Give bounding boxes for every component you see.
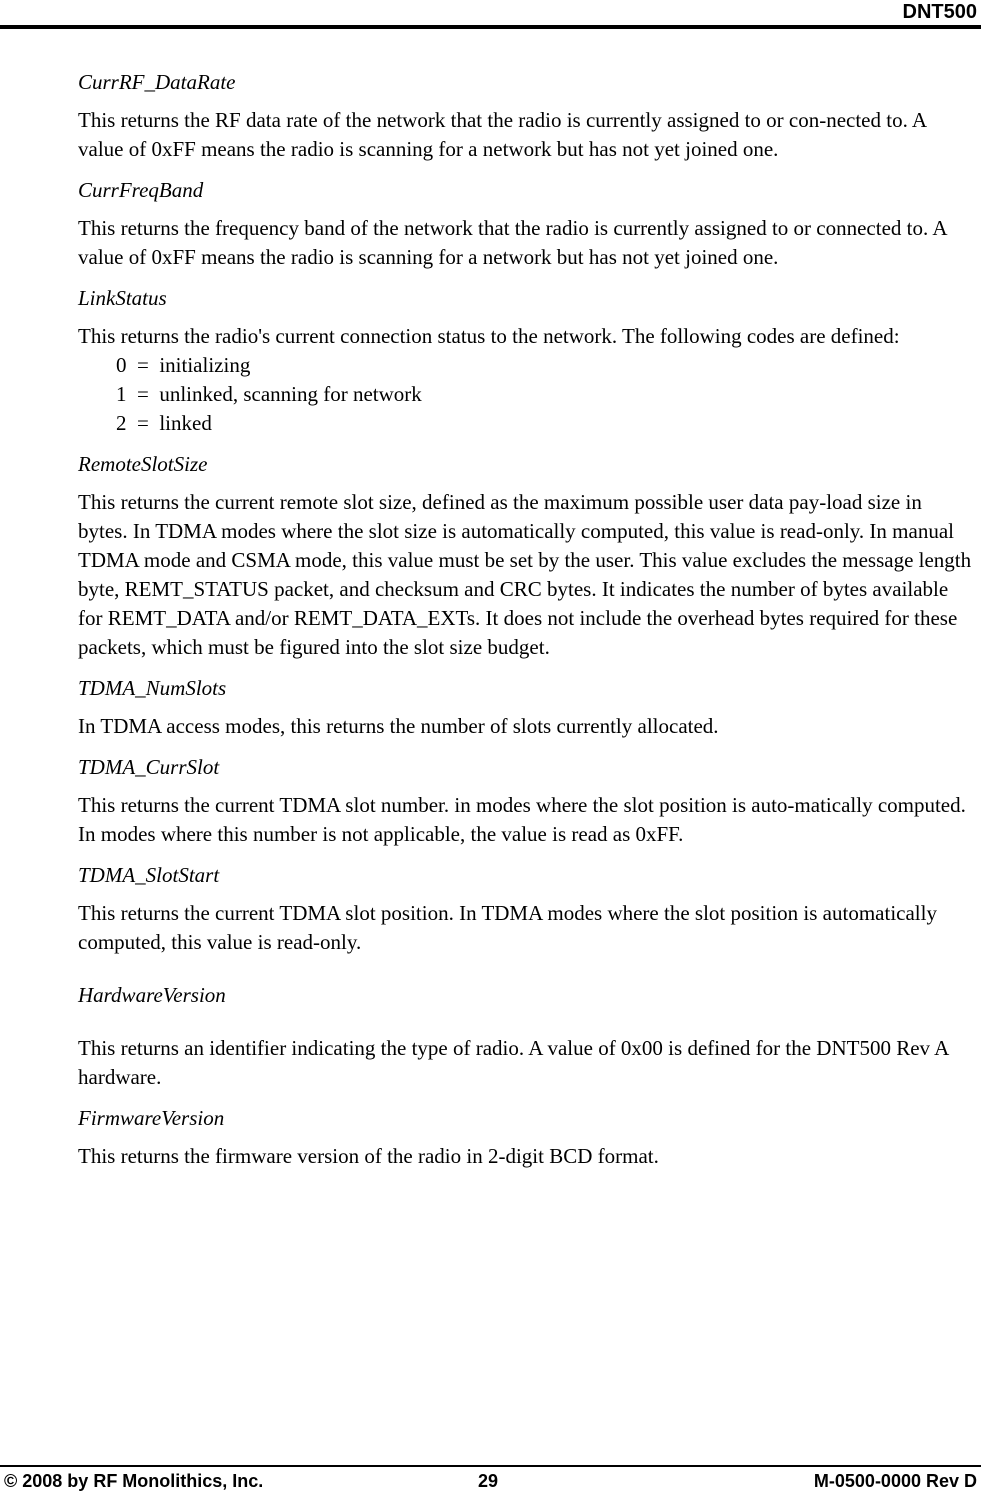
footer-doc-id: M-0500-0000 Rev D [813, 1471, 977, 1491]
term-curr-freq-band: CurrFreqBand [78, 178, 204, 202]
term-link-status: LinkStatus [78, 286, 167, 310]
code-item: 1 = unlinked, scanning for network [116, 382, 422, 406]
desc-tdma-curr-slot: This returns the current TDMA slot number. in modes where the slot position is auto-matically computed. In modes where this number is not applicable, the value is read as 0xFF. [78, 793, 966, 846]
link-status-codes [78, 351, 973, 438]
code-item: 0 = initializing [116, 353, 251, 377]
header-rule [0, 25, 981, 29]
footer-copyright: © 2008 by RF Monolithics, Inc. [4, 1471, 264, 1491]
desc-tdma-slot-start: This returns the current TDMA slot position. In TDMA modes where the slot position is automatically computed, this value is read-only. [78, 901, 937, 954]
desc-link-status: This returns the radio's current connection status to the network. The following codes are defined: [78, 324, 900, 348]
code-item: 2 = linked [116, 411, 212, 435]
term-tdma-slot-start: TDMA_SlotStart [78, 863, 220, 887]
desc-remote-slot-size: This returns the current remote slot size, defined as the maximum possible user data pay-load size in bytes. In TDMA modes where the slot size is automatically computed, this value is read-only. In manual TDMA mode and CSMA mode, this value must be set by the user. This value excludes the message length byte, REMT_STATUS packet, and checksum and CRC bytes. It indicates the number of bytes available for REMT_DATA and/or REMT_DATA_EXTs. It does not include the overhead bytes required for these packets, which must be figured into the slot size budget. [78, 490, 972, 659]
desc-curr-rf-datarate: This returns the RF data rate of the network that the radio is currently assigned to or con-nected to. A value of 0xFF means the radio is scanning for a network but has not yet joined one. [78, 108, 926, 161]
footer-rule [0, 1465, 981, 1467]
desc-hardware-version: This returns an identifier indicating the type of radio. A value of 0x00 is defined for the DNT500 Rev A hardware. [78, 1036, 949, 1089]
document-body [78, 68, 973, 1183]
term-curr-rf-datarate: CurrRF_DataRate [78, 70, 236, 94]
header-title: DNT500 [902, 1, 977, 23]
term-tdma-num-slots: TDMA_NumSlots [78, 676, 227, 700]
term-tdma-curr-slot: TDMA_CurrSlot [78, 755, 220, 779]
term-firmware-version: FirmwareVersion [78, 1106, 225, 1130]
footer-page-number: 29 [478, 1471, 499, 1491]
desc-firmware-version: This returns the firmware version of the radio in 2-digit BCD format. [78, 1144, 659, 1168]
desc-curr-freq-band: This returns the frequency band of the network that the radio is currently assigned to or connected to. A value of 0xFF means the radio is scanning for a network but has not yet joined one. [78, 216, 947, 269]
term-hardware-version: HardwareVersion [78, 983, 226, 1007]
term-remote-slot-size: RemoteSlotSize [78, 452, 208, 476]
desc-tdma-num-slots: In TDMA access modes, this returns the number of slots currently allocated. [78, 714, 719, 738]
